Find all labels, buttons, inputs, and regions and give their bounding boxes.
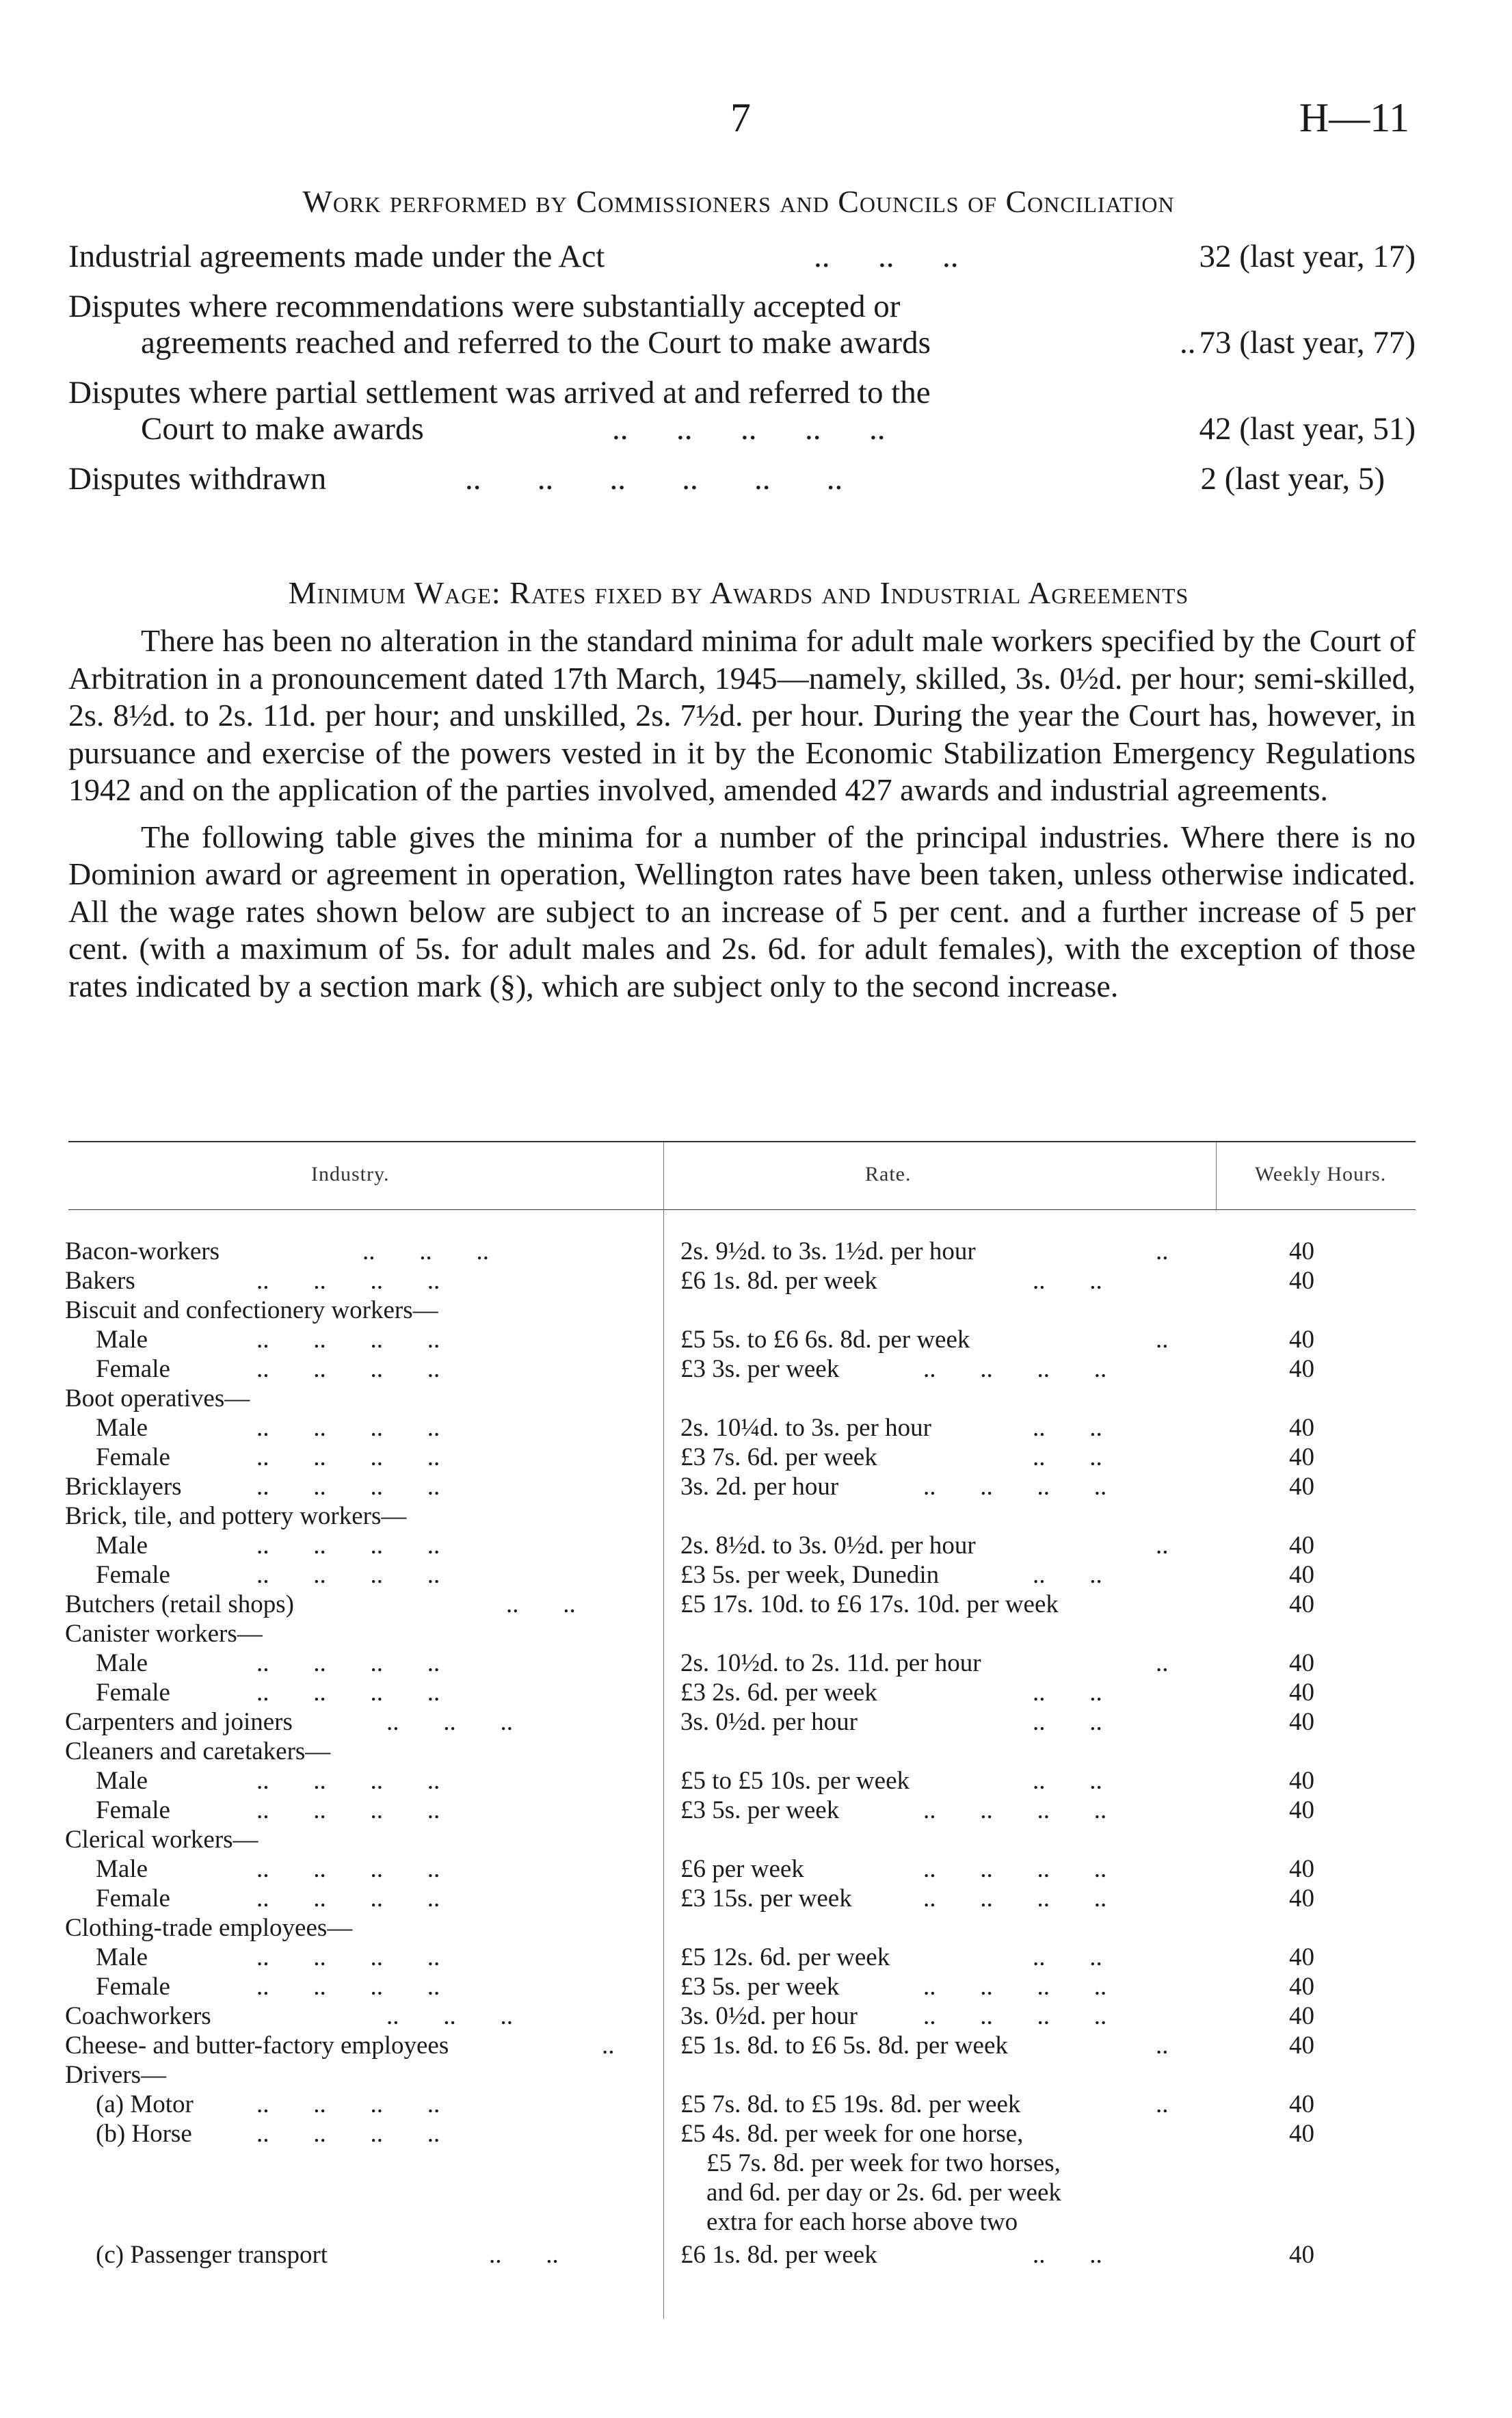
rate-cell: £6 per week bbox=[680, 1855, 804, 1883]
industry-cell: Male bbox=[96, 1767, 148, 1795]
industry-cell: Female bbox=[96, 1561, 170, 1589]
leader-dots: .. .. bbox=[506, 1590, 576, 1618]
table-row bbox=[0, 1854, 1512, 1884]
table-row bbox=[0, 1296, 1512, 1326]
rate-cell: £6 1s. 8d. per week bbox=[680, 1267, 877, 1295]
industry-cell: Cleaners and caretakers— bbox=[65, 1737, 331, 1765]
table-row-continuation bbox=[0, 2178, 1512, 2208]
work-row-label: Industrial agreements made under the Act bbox=[68, 239, 605, 274]
rate-cell: 2s. 8½d. to 3s. 0½d. per hour bbox=[680, 1532, 976, 1560]
rate-cell: £5 12s. 6d. per week bbox=[680, 1943, 890, 1971]
hours-cell: 40 bbox=[1289, 1590, 1314, 1618]
table-row bbox=[0, 1237, 1512, 1267]
leader-dots: .. .. .. .. bbox=[256, 1796, 440, 1824]
industry-cell: Carpenters and joiners bbox=[65, 1708, 293, 1736]
table-row bbox=[0, 2119, 1512, 2149]
table-row bbox=[0, 1560, 1512, 1590]
industry-cell: Male bbox=[96, 1943, 148, 1971]
leader-dots: .. .. bbox=[1033, 1943, 1102, 1971]
work-row-label: Disputes where partial settlement was arrived at and referred to the bbox=[68, 375, 931, 410]
hours-cell: 40 bbox=[1289, 1708, 1314, 1736]
industry-cell: Clothing-trade employees— bbox=[65, 1914, 353, 1942]
table-row bbox=[0, 1913, 1512, 1943]
leader-dots: .. bbox=[1156, 2032, 1169, 2060]
table-row bbox=[0, 2060, 1512, 2090]
page-number: 7 bbox=[730, 95, 751, 140]
leader-dots: .. .. .. .. bbox=[923, 1355, 1107, 1383]
table-row bbox=[0, 1766, 1512, 1796]
leader-dots: .. bbox=[1156, 1326, 1169, 1354]
rate-cell: 3s. 0½d. per hour bbox=[680, 1708, 858, 1736]
table-row bbox=[0, 1590, 1512, 1620]
work-section-title: Work performed by Commissioners and Councils of Conciliation bbox=[302, 184, 1175, 219]
table-row bbox=[0, 1266, 1512, 1296]
industry-cell: Female bbox=[96, 1973, 170, 2001]
hours-cell: 40 bbox=[1289, 1414, 1314, 1442]
table-row bbox=[0, 1413, 1512, 1443]
leader-dots: .. .. bbox=[1033, 1414, 1102, 1442]
leader-dots: .. bbox=[1156, 1237, 1169, 1265]
industry-cell: Cheese- and butter-factory employees bbox=[65, 2032, 449, 2060]
hours-cell: 40 bbox=[1289, 2090, 1314, 2118]
document-reference: H—11 bbox=[1299, 95, 1409, 140]
leader-dots: .. .. .. .. bbox=[256, 1679, 440, 1707]
rate-cell: £5 5s. to £6 6s. 8d. per week bbox=[680, 1326, 970, 1354]
work-row bbox=[68, 288, 1416, 324]
rate-cell: 2s. 10½d. to 2s. 11d. per hour bbox=[680, 1649, 981, 1677]
table-row-continuation bbox=[0, 2148, 1512, 2179]
industry-cell: Female bbox=[96, 1796, 170, 1824]
leader-dots: .. .. .. .. bbox=[256, 1414, 440, 1442]
industry-cell: Male bbox=[96, 1326, 148, 1354]
hours-cell: 40 bbox=[1289, 1443, 1314, 1471]
column-divider bbox=[1216, 1142, 1217, 1211]
leader-dots: .. .. .. .. bbox=[923, 1855, 1107, 1883]
leader-dots: .. .. bbox=[1033, 1679, 1102, 1707]
table-row bbox=[0, 1943, 1512, 1973]
table-row bbox=[0, 1325, 1512, 1355]
rate-cell: £3 5s. per week, Dunedin bbox=[680, 1561, 940, 1589]
work-row-continuation bbox=[68, 410, 1416, 446]
paragraph: The following table gives the minima for a number of the principal industries. Where there is no Dominion award or agreement in operation, Wellington rates have been taken, unless otherwise indicated. All the wage rates shown below are subject to an increase of 5 per cent. and a further increase of 5 per cent. (with a maximum of 5s. for adult males and 2s. 6d. for adult females), with the exception of those rates indicated by a section mark (§), which are subject only to the second increase. bbox=[68, 819, 1416, 1003]
leader-dots: .. .. .. .. bbox=[923, 1473, 1107, 1501]
leader-dots: .. bbox=[1156, 2090, 1169, 2118]
hours-cell: 40 bbox=[1289, 1267, 1314, 1295]
rate-cell: £5 1s. 8d. to £6 5s. 8d. per week bbox=[680, 2032, 1008, 2060]
industry-cell: Bricklayers bbox=[65, 1473, 182, 1501]
industry-cell: Bacon-workers bbox=[65, 1237, 220, 1265]
leader-dots: .. .. .. .. bbox=[256, 1473, 440, 1501]
table-row bbox=[0, 1472, 1512, 1502]
work-row-value: 32 (last year, 17) bbox=[1199, 239, 1416, 274]
table-header-hours: Weekly Hours. bbox=[1255, 1163, 1387, 1185]
table-row bbox=[0, 1737, 1512, 1767]
table-row bbox=[0, 1443, 1512, 1473]
leader-dots: .. .. .. .. bbox=[923, 1884, 1107, 1913]
leader-dots: .. .. bbox=[1033, 1267, 1102, 1295]
industry-cell: Brick, tile, and pottery workers— bbox=[65, 1502, 407, 1530]
leader-dots: .. .. .. bbox=[362, 1237, 489, 1265]
hours-cell: 40 bbox=[1289, 1561, 1314, 1589]
leader-dots: .. bbox=[1156, 1649, 1169, 1677]
hours-cell: 40 bbox=[1289, 1855, 1314, 1883]
leader-dots: .. .. .. .. bbox=[256, 1943, 440, 1971]
rate-cell: £5 4s. 8d. per week for one horse, bbox=[680, 2120, 1024, 2148]
rate-cell: and 6d. per day or 2s. 6d. per week bbox=[706, 2179, 1061, 2207]
leader-dots: .. .. .. .. bbox=[256, 1267, 440, 1295]
hours-cell: 40 bbox=[1289, 1473, 1314, 1501]
industry-cell: Female bbox=[96, 1443, 170, 1471]
leader-dots: .. .. .. .. bbox=[256, 1649, 440, 1677]
work-row bbox=[68, 460, 1416, 496]
industry-cell: Clerical workers— bbox=[65, 1826, 258, 1854]
table-row bbox=[0, 1707, 1512, 1737]
leader-dots: .. bbox=[1156, 1532, 1169, 1560]
hours-cell: 40 bbox=[1289, 1326, 1314, 1354]
industry-cell: Female bbox=[96, 1679, 170, 1707]
hours-cell: 40 bbox=[1289, 2032, 1314, 2060]
leader-dots: .. .. .. .. bbox=[256, 1443, 440, 1471]
paragraph: There has been no alteration in the standard minima for adult male workers specified by the Court of Arbitration in a pronouncement dated 17th March, 1945—namely, skilled, 3s. 0½d. per hour; semi-skilled, 2s. 8½d. to 2s. 11d. per hour; and unskilled, 2s. 7½d. per hour. During the year the Court has, however, in pursuance and exercise of the powers vested in it by the Economic Stabilization Emergency Regulations 1942 and on the application of the parties involved, amended 427 awards and industrial agreements. bbox=[68, 623, 1416, 807]
industry-cell: (a) Motor bbox=[96, 2090, 194, 2118]
leader-dots: .. bbox=[602, 2032, 615, 2060]
industry-cell: Biscuit and confectionery workers— bbox=[65, 1296, 438, 1324]
leader-dots: .. .. .. .. .. bbox=[612, 411, 886, 447]
industry-cell: Male bbox=[96, 1532, 148, 1560]
leader-dots: .. bbox=[1180, 325, 1196, 360]
industry-cell: (c) Passenger transport bbox=[96, 2241, 328, 2269]
rate-cell: 2s. 9½d. to 3s. 1½d. per hour bbox=[680, 1237, 976, 1265]
table-row bbox=[0, 1619, 1512, 1649]
hours-cell: 40 bbox=[1289, 2002, 1314, 2030]
minimum-wage-text bbox=[68, 622, 1416, 1005]
work-row-label: Disputes where recommendations were substantially accepted or bbox=[68, 289, 901, 324]
table-row bbox=[0, 2240, 1512, 2270]
leader-dots: .. .. bbox=[1033, 1708, 1102, 1736]
leader-dots: .. .. .. .. bbox=[256, 1532, 440, 1560]
leader-dots: .. .. .. .. bbox=[256, 1355, 440, 1383]
industry-cell: Male bbox=[96, 1414, 148, 1442]
hours-cell: 40 bbox=[1289, 1767, 1314, 1795]
table-header-rate: Rate. bbox=[865, 1163, 912, 1185]
leader-dots: .. .. .. bbox=[814, 239, 959, 274]
leader-dots: .. .. .. .. bbox=[256, 2120, 440, 2148]
industry-cell: Bakers bbox=[65, 1267, 135, 1295]
industry-cell: Female bbox=[96, 1884, 170, 1913]
work-row-label: agreements reached and referred to the Court to make awards bbox=[141, 325, 931, 360]
industry-cell: Canister workers— bbox=[65, 1620, 263, 1648]
leader-dots: .. .. bbox=[1033, 1561, 1102, 1589]
table-row bbox=[0, 2031, 1512, 2061]
industry-cell: Butchers (retail shops) bbox=[65, 1590, 294, 1618]
leader-dots: .. .. .. .. .. .. bbox=[465, 461, 843, 497]
table-row bbox=[0, 1354, 1512, 1384]
rate-cell: £5 7s. 8d. per week for two horses, bbox=[706, 2149, 1061, 2177]
table-header-industry: Industry. bbox=[311, 1163, 390, 1185]
hours-cell: 40 bbox=[1289, 1884, 1314, 1913]
leader-dots: .. .. .. .. bbox=[256, 1326, 440, 1354]
leader-dots: .. .. .. .. bbox=[256, 1561, 440, 1589]
rate-cell: £5 17s. 10d. to £6 17s. 10d. per week bbox=[680, 1590, 1059, 1618]
rate-cell: £5 7s. 8d. to £5 19s. 8d. per week bbox=[680, 2090, 1021, 2118]
table-row bbox=[0, 1678, 1512, 1708]
table-row bbox=[0, 1531, 1512, 1561]
leader-dots: .. .. bbox=[1033, 1767, 1102, 1795]
rate-cell: 3s. 2d. per hour bbox=[680, 1473, 839, 1501]
minimum-wage-title: Minimum Wage: Rates fixed by Awards and Industrial Agreements bbox=[288, 575, 1189, 610]
work-row-label: Disputes withdrawn bbox=[68, 461, 327, 497]
hours-cell: 40 bbox=[1289, 1943, 1314, 1971]
hours-cell: 40 bbox=[1289, 1532, 1314, 1560]
rate-cell: £3 15s. per week bbox=[680, 1884, 852, 1913]
rate-cell: £3 5s. per week bbox=[680, 1796, 840, 1824]
leader-dots: .. .. bbox=[1033, 1443, 1102, 1471]
leader-dots: .. .. bbox=[489, 2241, 559, 2269]
rate-cell: 2s. 10¼d. to 3s. per hour bbox=[680, 1414, 931, 1442]
table-row bbox=[0, 2001, 1512, 2032]
leader-dots: .. .. .. .. bbox=[923, 1796, 1107, 1824]
rate-cell: £3 2s. 6d. per week bbox=[680, 1679, 877, 1707]
work-row-label: Court to make awards bbox=[141, 411, 424, 447]
leader-dots: .. .. .. .. bbox=[923, 2002, 1107, 2030]
work-row-value: 2 (last year, 5) bbox=[1200, 461, 1385, 497]
industry-cell: Female bbox=[96, 1355, 170, 1383]
leader-dots: .. .. .. bbox=[386, 1708, 513, 1736]
leader-dots: .. .. .. .. bbox=[256, 1973, 440, 2001]
rate-cell: £3 5s. per week bbox=[680, 1973, 840, 2001]
industry-cell: Coachworkers bbox=[65, 2002, 211, 2030]
leader-dots: .. .. .. .. bbox=[256, 1884, 440, 1913]
rate-cell: £5 to £5 10s. per week bbox=[680, 1767, 910, 1795]
table-row bbox=[0, 1825, 1512, 1855]
leader-dots: .. .. .. .. bbox=[256, 1855, 440, 1883]
hours-cell: 40 bbox=[1289, 2241, 1314, 2269]
leader-dots: .. .. .. .. bbox=[923, 1973, 1107, 2001]
hours-cell: 40 bbox=[1289, 1649, 1314, 1677]
hours-cell: 40 bbox=[1289, 1237, 1314, 1265]
table-top-rule bbox=[68, 1141, 1416, 1142]
hours-cell: 40 bbox=[1289, 2120, 1314, 2148]
table-header-rule bbox=[68, 1209, 1416, 1210]
industry-cell: (b) Horse bbox=[96, 2120, 192, 2148]
industry-cell: Boot operatives— bbox=[65, 1384, 250, 1412]
work-row-continuation bbox=[68, 324, 1416, 360]
table-row bbox=[0, 1501, 1512, 1532]
leader-dots: .. .. .. .. bbox=[256, 1767, 440, 1795]
table-row bbox=[0, 1972, 1512, 2002]
rate-cell: £3 3s. per week bbox=[680, 1355, 840, 1383]
industry-cell: Male bbox=[96, 1855, 148, 1883]
rate-cell: £3 7s. 6d. per week bbox=[680, 1443, 877, 1471]
hours-cell: 40 bbox=[1289, 1973, 1314, 2001]
work-row bbox=[68, 374, 1416, 410]
table-row bbox=[0, 1796, 1512, 1826]
rate-cell: 3s. 0½d. per hour bbox=[680, 2002, 858, 2030]
work-row-value: 73 (last year, 77) bbox=[1199, 325, 1416, 360]
hours-cell: 40 bbox=[1289, 1679, 1314, 1707]
industry-cell: Drivers— bbox=[65, 2061, 166, 2089]
leader-dots: .. .. bbox=[1033, 2241, 1102, 2269]
leader-dots: .. .. .. bbox=[386, 2002, 513, 2030]
leader-dots: .. .. .. .. bbox=[256, 2090, 440, 2118]
table-row bbox=[0, 1648, 1512, 1679]
rate-cell: £6 1s. 8d. per week bbox=[680, 2241, 877, 2269]
work-row bbox=[68, 238, 1416, 274]
table-row bbox=[0, 1884, 1512, 1914]
table-row bbox=[0, 2090, 1512, 2120]
work-row-value: 42 (last year, 51) bbox=[1199, 411, 1416, 447]
rate-cell: extra for each horse above two bbox=[706, 2208, 1018, 2236]
hours-cell: 40 bbox=[1289, 1355, 1314, 1383]
table-row bbox=[0, 1384, 1512, 1414]
industry-cell: Male bbox=[96, 1649, 148, 1677]
hours-cell: 40 bbox=[1289, 1796, 1314, 1824]
table-row-continuation bbox=[0, 2207, 1512, 2237]
